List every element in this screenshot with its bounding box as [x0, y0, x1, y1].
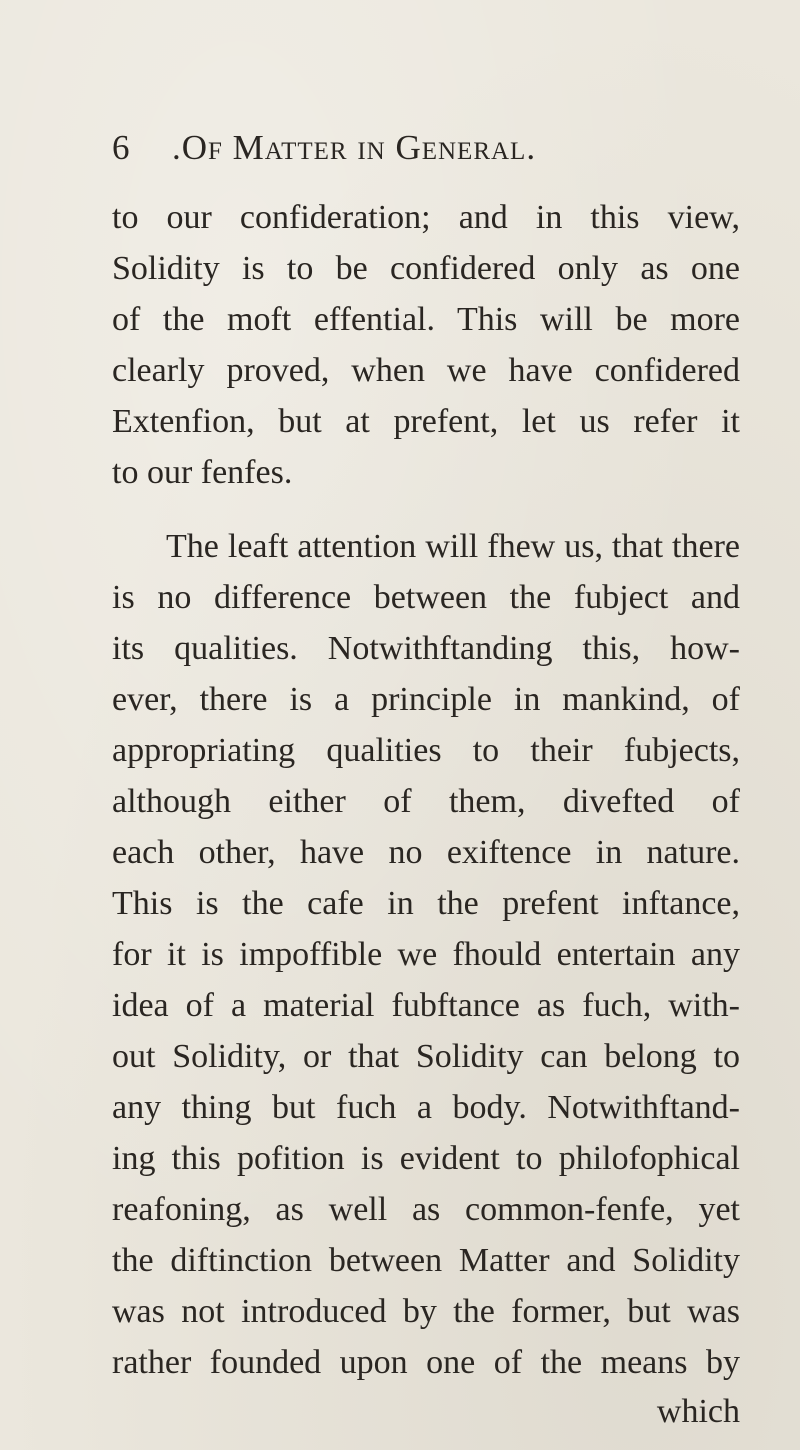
text-line: appropriating qualities to their fubjects, [112, 732, 740, 769]
text-line: the diftinction between Matter and Solidity [112, 1242, 740, 1279]
text-line: ever, there is a principle in mankind, of [112, 681, 740, 718]
text-line: each other, have no exiftence in nature. [112, 834, 740, 871]
text-line: its qualities. Notwithftanding this, how- [112, 630, 740, 667]
text-line: any thing but fuch a body. Notwithftand- [112, 1089, 740, 1126]
text-line: although either of them, divefted of [112, 783, 740, 820]
text-line: clearly proved, when we have confidered [112, 352, 740, 389]
page-header [112, 128, 732, 178]
text-line: rather founded upon one of the means by [112, 1344, 740, 1381]
page-number: 6 [112, 128, 131, 167]
catchword: which [656, 1393, 740, 1430]
text-line: reafoning, as well as common-fenfe, yet [112, 1191, 740, 1228]
text-line: out Solidity, or that Solidity can belong to [112, 1038, 740, 1075]
text-line: is no difference between the fubject and [112, 579, 740, 616]
text-line: This is the cafe in the prefent inftance, [112, 885, 740, 922]
text-line: The leaft attention will fhew us, that there [166, 528, 740, 565]
text-line: was not introduced by the former, but was [112, 1293, 740, 1330]
text-line: Extenfion, but at prefent, let us refer it [112, 403, 740, 440]
text-line: for it is impoffible we fhould entertain any [112, 936, 740, 973]
text-line: to our fenfes. [112, 454, 293, 491]
text-line: idea of a material fubftance as fuch, with- [112, 987, 740, 1024]
text-line: to our confideration; and in this view, [112, 199, 740, 236]
text-line: Solidity is to be confidered only as one [112, 250, 740, 287]
running-head: .Of Matter in General. [172, 128, 537, 167]
text-line: ing this pofition is evident to philofophical [112, 1140, 740, 1177]
text-line: of the moft effential. This will be more [112, 301, 740, 338]
